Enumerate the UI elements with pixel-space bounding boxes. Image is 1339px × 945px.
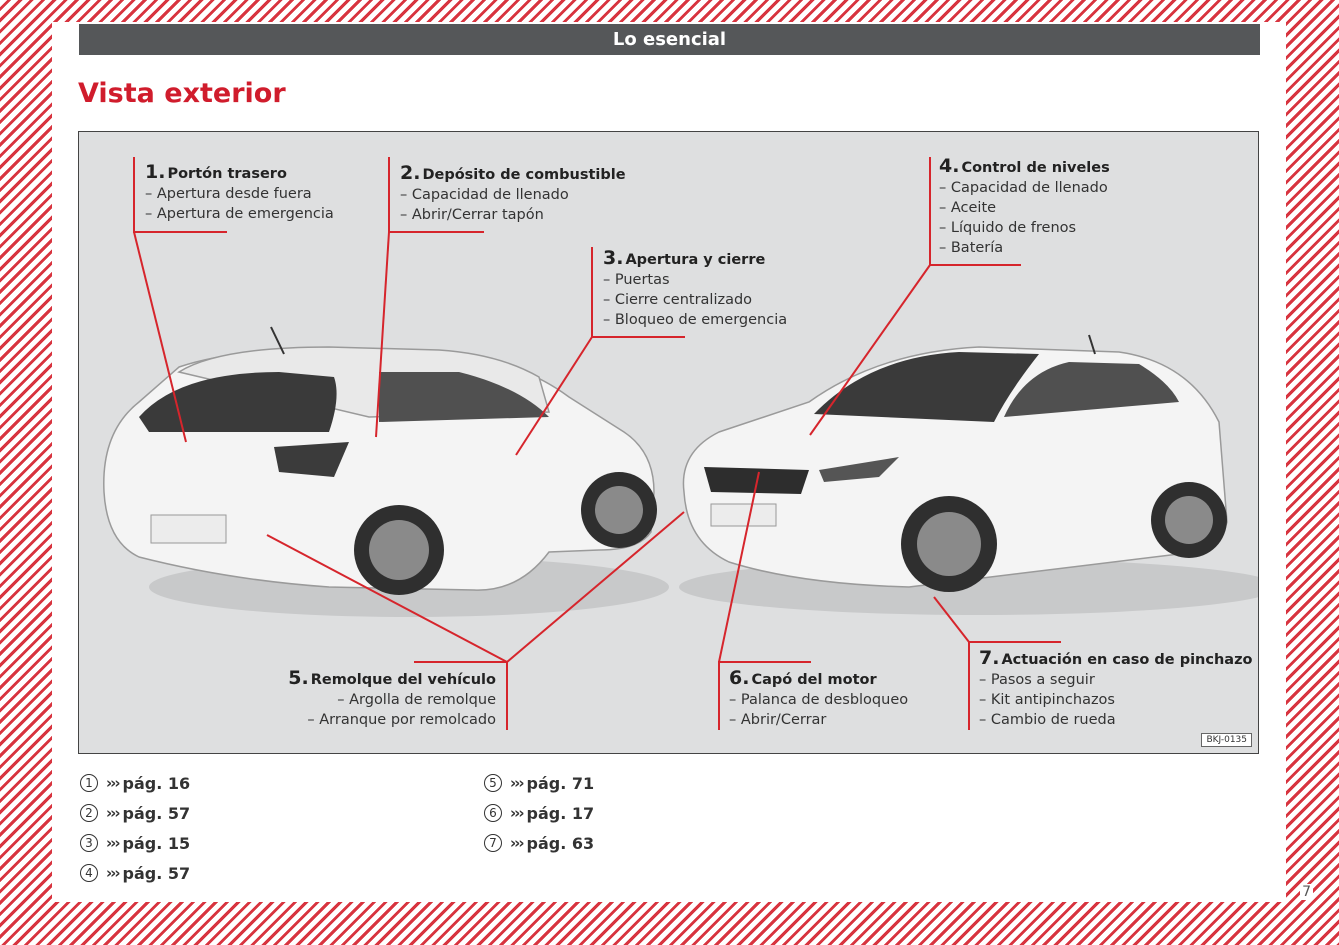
callout-1 — [145, 162, 334, 224]
reference-number: 7 — [484, 834, 502, 852]
arrow-icon: ››› — [106, 774, 119, 792]
page-reference[interactable] — [80, 798, 190, 828]
callout-4 — [939, 156, 1110, 258]
callout-3-item: – Cierre centralizado — [603, 292, 753, 308]
callout-5-item: – Arranque por remolcado — [307, 712, 496, 728]
page-reference[interactable] — [80, 828, 190, 858]
arrow-icon: ››› — [510, 834, 523, 852]
callout-4-item: – Aceite — [939, 200, 997, 216]
front-rim-right — [1165, 496, 1213, 544]
arrow-icon: ››› — [510, 774, 523, 792]
callout-1-title: Portón trasero — [167, 166, 287, 182]
callout-6 — [729, 668, 908, 730]
callout-2-item: – Capacidad de llenado — [400, 187, 569, 203]
reference-number: 3 — [80, 834, 98, 852]
callout-4-item: – Capacidad de llenado — [939, 180, 1108, 196]
callout-2-title: Depósito de combustible — [422, 167, 626, 183]
page-reference[interactable] — [484, 828, 594, 858]
reference-list-left — [80, 768, 190, 888]
front-rim-left — [917, 512, 981, 576]
callout-5-title: Remolque del vehículo — [310, 672, 496, 688]
callout-7-item: – Cambio de rueda — [979, 712, 1116, 728]
exterior-view-figure — [78, 131, 1259, 754]
callout-2-item: – Abrir/Cerrar tapón — [400, 207, 544, 223]
callout-7-number: 7. — [979, 647, 1000, 669]
callout-5-item: – Argolla de remolque — [337, 692, 496, 708]
page-reference[interactable] — [80, 858, 190, 888]
callout-3-title: Apertura y cierre — [625, 252, 766, 268]
reference-number: 2 — [80, 804, 98, 822]
callout-1-item: – Apertura desde fuera — [145, 186, 312, 202]
page-reference[interactable] — [80, 768, 190, 798]
callout-6-item: – Palanca de desbloqueo — [729, 692, 909, 708]
callout-5-number: 5. — [288, 667, 309, 689]
callout-7 — [979, 648, 1252, 730]
callout-3-item: – Puertas — [603, 272, 670, 288]
arrow-icon: ››› — [106, 864, 119, 882]
reference-page: pág. 15 — [122, 833, 191, 853]
callout-3 — [603, 248, 787, 330]
reference-number: 1 — [80, 774, 98, 792]
reference-page: pág. 71 — [526, 773, 595, 793]
reference-number: 4 — [80, 864, 98, 882]
arrow-icon: ››› — [510, 804, 523, 822]
reference-page: pág. 57 — [122, 863, 191, 883]
arrow-icon: ››› — [106, 834, 119, 852]
figure-code: BKJ-0135 — [1201, 733, 1252, 747]
rear-rim-right — [369, 520, 429, 580]
callout-4-item: – Líquido de frenos — [939, 220, 1077, 236]
page-number: 7 — [1302, 884, 1311, 900]
callout-1-item: – Apertura de emergencia — [145, 206, 334, 222]
reference-page: pág. 57 — [122, 803, 191, 823]
rear-rim-left — [595, 486, 643, 534]
page-title: Vista exterior — [78, 78, 286, 109]
reference-number: 6 — [484, 804, 502, 822]
reference-page: pág. 16 — [122, 773, 191, 793]
callout-4-number: 4. — [939, 155, 960, 177]
callout-6-number: 6. — [729, 667, 750, 689]
callout-7-title: Actuación en caso de pinchazo — [1001, 652, 1253, 668]
callout-6-title: Capó del motor — [751, 672, 877, 688]
callout-3-item: – Bloqueo de emergencia — [603, 312, 788, 328]
rear-plate — [151, 515, 226, 543]
callout-3-number: 3. — [603, 247, 624, 269]
callout-2 — [400, 163, 626, 225]
callout-4-title: Control de niveles — [961, 160, 1110, 176]
callout-7-item: – Kit antipinchazos — [979, 692, 1115, 708]
callout-7-item: – Pasos a seguir — [979, 672, 1095, 688]
arrow-icon: ››› — [106, 804, 119, 822]
callout-1-number: 1. — [145, 161, 166, 183]
reference-page: pág. 17 — [526, 803, 595, 823]
callout-6-item: – Abrir/Cerrar — [729, 712, 827, 728]
section-header: Lo esencial — [79, 24, 1260, 55]
reference-page: pág. 63 — [526, 833, 595, 853]
callout-5 — [288, 668, 496, 730]
reference-list-right — [484, 768, 594, 858]
page-reference[interactable] — [484, 798, 594, 828]
front-plate — [711, 504, 776, 526]
page-reference[interactable] — [484, 768, 594, 798]
callout-2-number: 2. — [400, 162, 421, 184]
callout-4-item: – Batería — [939, 240, 1004, 256]
reference-number: 5 — [484, 774, 502, 792]
